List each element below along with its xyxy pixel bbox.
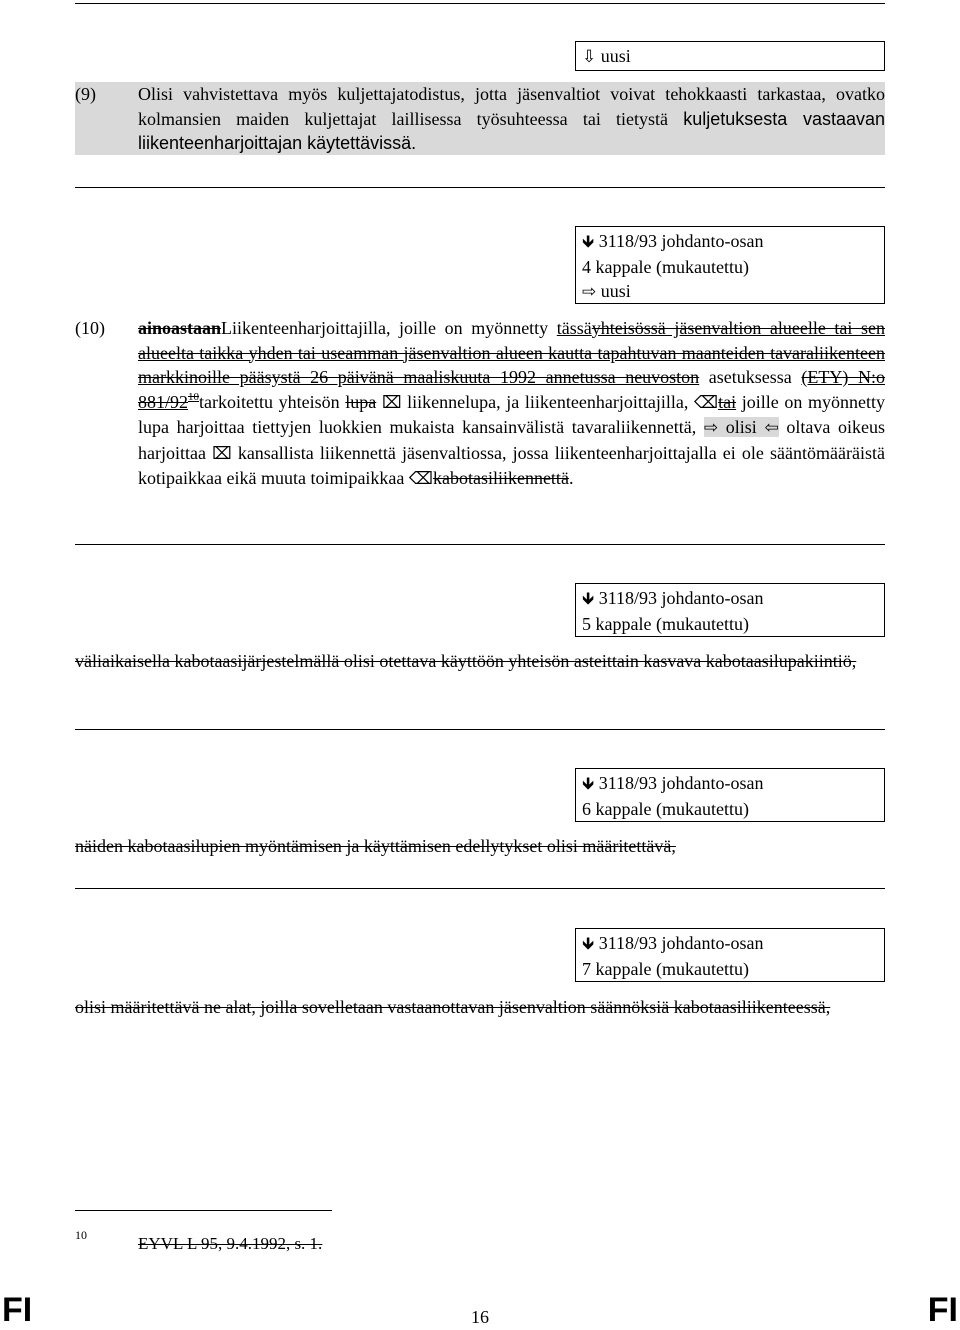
left-outline-arrow-icon: ⇦ xyxy=(764,418,779,438)
delete-box-icon: ⌫ xyxy=(694,392,719,413)
para10-text-9: kansallista liikennettä jäsenvaltiossa, jossa liikenteenharjoittajalla ei ole sääntömääräistä kotipaikkaa eikä muuta toimipaikkaa xyxy=(138,442,885,488)
para10-deleted-1: ainoastaan xyxy=(138,318,222,338)
footer-lang-right: FI xyxy=(927,1291,958,1329)
footnote-text: EYVL L 95, 9.4.1992, s. 1. xyxy=(138,1234,323,1253)
para9-number: (9) xyxy=(75,84,96,104)
para9-text-serif: Olisi vahvistettava myös kuljettajatodistus, jotta jäsenvaltiot voivat tehokkaasti tarkastaa, ovatko kolmansien maiden kuljettajat laillisessa työsuhteessa tai tietystä xyxy=(138,84,885,129)
para10-deleted-4: lupa xyxy=(345,391,377,412)
insert-box-icon: ⌧ xyxy=(212,443,232,464)
down-solid-arrow-icon: 🡻 xyxy=(582,934,595,954)
para10-inserted-tassa: tässä xyxy=(556,318,592,338)
right-outline-arrow-icon: ⇨ xyxy=(703,418,719,438)
down-solid-arrow-icon: 🡻 xyxy=(582,774,595,794)
uusi-marker-box xyxy=(575,41,885,71)
para10-deleted-6: kabotasiliikennettä xyxy=(432,468,569,488)
para10-text-5: liikennelupa, ja liikenteenharjoittajilla, xyxy=(401,391,695,412)
para10-text-1: Liikenteenharjoittajilla, joille on myönnetty xyxy=(221,318,557,338)
box11-line2: 5 kappale (mukautettu) xyxy=(582,613,749,634)
para12-deleted-text: näiden kabotaasilupien myöntämisen ja käyttämisen edellytykset olisi määritettävä, xyxy=(75,836,676,856)
box11-line1: 3118/93 johdanto-osan xyxy=(598,588,764,608)
insert-box-icon: ⌧ xyxy=(381,392,402,413)
para9-text xyxy=(138,82,885,156)
source-ref-box-para13 xyxy=(575,928,885,982)
footnote-rule xyxy=(75,1210,332,1211)
separator-rule xyxy=(75,888,885,889)
page-number: 16 xyxy=(471,1307,489,1327)
footnote-number: 10 xyxy=(75,1228,87,1242)
box12-line1: 3118/93 johdanto-osan xyxy=(598,773,764,793)
down-outline-arrow-icon: ⇩ xyxy=(582,47,597,67)
box10-line1: 3118/93 johdanto-osan xyxy=(598,231,764,251)
source-ref-box-para12 xyxy=(575,768,885,822)
para10-deleted-2: yhteisössä jäsenvaltion alueelle tai sen alueelta taikka yhden tai useamman jäsenvaltion alueen kautta tapahtuvan maanteiden tavaraliikenteen markkinoille pääsystä 26 päivänä maaliskuuta 1992 annetussa neuvoston xyxy=(138,318,885,387)
para10-number: (10) xyxy=(75,318,105,338)
box13-line1: 3118/93 johdanto-osan xyxy=(598,933,764,953)
separator-rule xyxy=(75,544,885,545)
box13-line2: 7 kappale (mukautettu) xyxy=(582,958,749,979)
box12-line2: 6 kappale (mukautettu) xyxy=(582,798,749,819)
para10-text-3: asetuksessa xyxy=(699,367,802,387)
source-ref-box-para11 xyxy=(575,583,885,637)
para10-deleted-3: (ETY) N:o 881/92 xyxy=(138,367,885,412)
para10-text-4: tarkoitettu yhteisön xyxy=(199,391,346,412)
para10-text-6: joille on myönnetty lupa harjoittaa tiettyjen luokkien mukaista kansainvälistä tavaraliikennettä, xyxy=(138,391,885,437)
para11-deleted-text: väliaikaisella kabotaasijärjestelmällä olisi otettava käyttöön yhteisön asteittain kasvava kabotaasilupakiintiö, xyxy=(75,651,857,671)
separator-rule xyxy=(75,729,885,730)
source-ref-box-para10 xyxy=(575,226,885,304)
footnote-ref-10[interactable]: 10 xyxy=(188,390,200,403)
para10-deleted-5: tai xyxy=(718,391,737,412)
separator-rule xyxy=(75,187,885,188)
down-solid-arrow-icon: 🡻 xyxy=(582,232,595,252)
uusi-label: uusi xyxy=(600,46,631,66)
para10-text-8: oltava oikeus harjoittaa xyxy=(138,417,885,463)
box10-line2: 4 kappale (mukautettu) xyxy=(582,256,749,277)
para9-text-sans: kuljetuksesta vastaavan liikenteenharjoittajan käytettävissä. xyxy=(138,108,885,153)
footer-lang-left: FI xyxy=(2,1291,33,1329)
delete-box-icon: ⌫ xyxy=(408,469,433,489)
para10-text xyxy=(138,316,885,492)
down-solid-arrow-icon: 🡻 xyxy=(582,589,595,609)
box10-line3: uusi xyxy=(600,281,631,301)
top-rule xyxy=(75,3,885,4)
para10-inserted-olisi: olisi xyxy=(725,417,757,437)
para13-deleted-text: olisi määritettävä ne alat, joilla sovelletaan vastaanottavan jäsenvaltion säännöksiä kabotaasiliikenteessä, xyxy=(75,997,831,1017)
right-outline-arrow-icon: ⇨ xyxy=(582,282,597,302)
para10-text-10: . xyxy=(568,468,574,488)
